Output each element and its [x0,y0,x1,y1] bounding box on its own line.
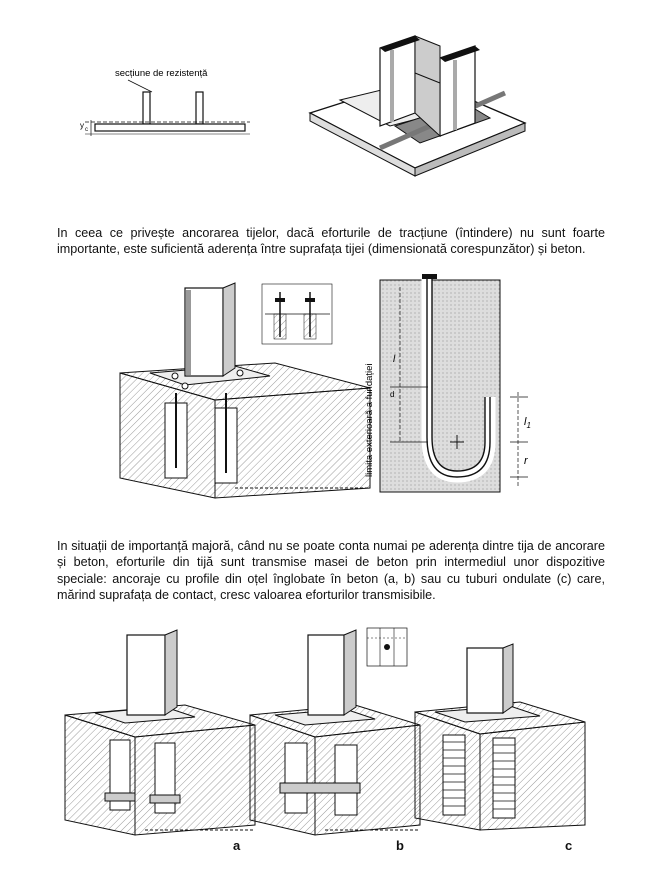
anchor-bolt-inset-figure [260,282,335,347]
figure-label-a: a [233,838,241,853]
figure-label-b: b [396,838,404,853]
t-section-dim-label: y [80,121,84,130]
t-section-figure [70,62,260,152]
j-hook-anchor-figure [350,272,550,500]
hook-dim-l1: $l_1$ [524,416,531,430]
t-section-caption: secțiune de rezistență [115,68,208,79]
hook-side-label: limita exterioară a fundației [364,363,375,477]
anchor-figure-c [415,640,595,853]
figure-label-c: c [565,838,573,853]
paragraph-special-devices: In situații de importanță majoră, când nu se poate conta numai pe aderența dintre tija de ancorare și beton, eforturile din tijă sunt transmise masei de beton prin intermediul unor dispozitive speciale: ancoraje cu profile din oțel înglobate în beton (a, b) sau cu tuburi ondulate (c) care, mărind suprafața de contact, cresc valoarea eforturilor transmisibile. [57,539,605,603]
paragraph-tie-rod-adherence: In ceea ce privește ancorarea tijelor, dacă eforturile de tracțiune (întindere) nu sunt foarte importante, este suficientă aderența între suprafața tijei (dimensionată corespunzător) și beton. [57,226,605,257]
hook-dim-d: d [390,390,395,399]
t-section-dim-subscript: c [85,127,88,133]
hook-dim-l: l [393,354,396,365]
anchor-figure-a [65,625,255,853]
hook-dim-r: r [524,455,528,467]
anchor-figure-b-inset [362,622,412,677]
column-base-3d-figure [300,18,530,193]
